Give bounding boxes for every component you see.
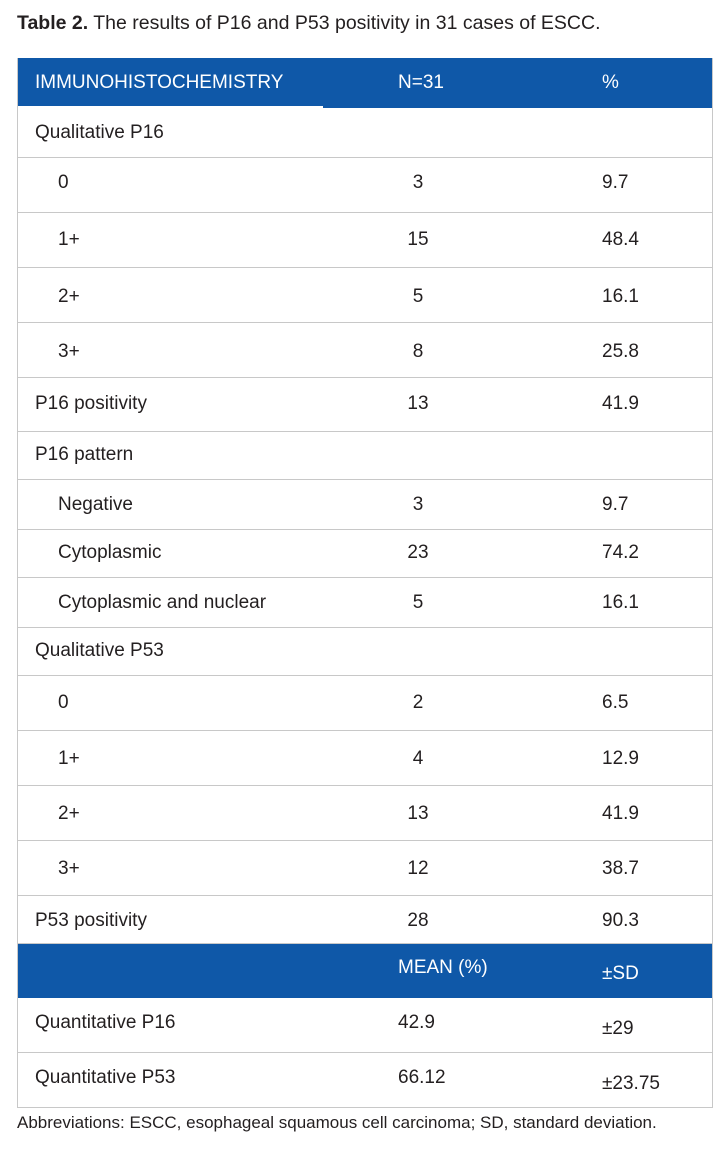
header-immunohistochemistry: IMMUNOHISTOCHEMISTRY bbox=[35, 72, 284, 93]
table-row bbox=[18, 480, 712, 530]
table-footnote: Abbreviations: ESCC, esophageal squamous cell carcinoma; SD, standard deviation. bbox=[17, 1113, 657, 1132]
table-row bbox=[18, 268, 712, 323]
row-percent-value: 9.7 bbox=[602, 172, 629, 193]
row-mean-value: 66.12 bbox=[398, 1067, 446, 1088]
table-row bbox=[18, 378, 712, 432]
table-row bbox=[18, 896, 712, 944]
table-caption bbox=[17, 12, 601, 35]
row-label: Quantitative P53 bbox=[35, 1067, 176, 1088]
row-label: 1+ bbox=[58, 229, 80, 250]
row-percent-value: 74.2 bbox=[602, 542, 639, 563]
row-n-value: 3 bbox=[412, 172, 424, 193]
row-n-value: 12 bbox=[407, 858, 429, 879]
table-row bbox=[18, 1053, 712, 1108]
row-label: Cytoplasmic bbox=[58, 542, 162, 563]
row-n-value: 5 bbox=[412, 286, 424, 307]
row-label: Quantitative P16 bbox=[35, 1012, 176, 1033]
row-label: Cytoplasmic and nuclear bbox=[58, 592, 267, 613]
row-percent-value: 41.9 bbox=[602, 803, 639, 824]
table-row bbox=[18, 213, 712, 268]
header-percent: % bbox=[602, 72, 619, 93]
row-n-value: 4 bbox=[412, 748, 424, 769]
row-percent-value: 48.4 bbox=[602, 229, 639, 250]
row-label: 2+ bbox=[58, 286, 80, 307]
header-n: N=31 bbox=[398, 72, 444, 93]
table-row bbox=[18, 108, 712, 158]
row-label: Qualitative P53 bbox=[35, 640, 164, 661]
row-label: 0 bbox=[58, 172, 69, 193]
row-percent-value: 41.9 bbox=[602, 393, 639, 414]
row-percent-value: 38.7 bbox=[602, 858, 639, 879]
row-label: 1+ bbox=[58, 748, 80, 769]
row-label: P16 pattern bbox=[35, 444, 134, 465]
row-n-value: 5 bbox=[412, 592, 424, 613]
row-label: 0 bbox=[58, 692, 69, 713]
row-n-value: 2 bbox=[412, 692, 424, 713]
row-percent-value: 12.9 bbox=[602, 748, 639, 769]
table-row bbox=[18, 432, 712, 480]
table-caption-text: The results of P16 and P53 positivity in 31 cases of ESCC. bbox=[93, 12, 601, 34]
table-row bbox=[18, 841, 712, 896]
results-table bbox=[17, 58, 713, 1108]
row-n-value: 23 bbox=[407, 542, 429, 563]
table-row bbox=[18, 578, 712, 628]
row-label: 3+ bbox=[58, 858, 80, 879]
table-row bbox=[18, 731, 712, 786]
table-caption-label: Table 2. bbox=[17, 12, 89, 34]
row-sd-value: ±29 bbox=[602, 1018, 634, 1039]
subheader-mean: MEAN (%) bbox=[398, 957, 488, 978]
table-row bbox=[18, 323, 712, 378]
row-sd-value: ±23.75 bbox=[602, 1073, 660, 1094]
table-subheader-row bbox=[18, 944, 712, 998]
table-row bbox=[18, 676, 712, 731]
row-n-value: 15 bbox=[407, 229, 429, 250]
row-label: 2+ bbox=[58, 803, 80, 824]
row-n-value: 3 bbox=[412, 494, 424, 515]
table-row bbox=[18, 998, 712, 1053]
row-label: P53 positivity bbox=[35, 910, 147, 931]
table-row bbox=[18, 530, 712, 578]
table-header-row bbox=[18, 58, 712, 108]
table-row bbox=[18, 786, 712, 841]
row-percent-value: 9.7 bbox=[602, 494, 629, 515]
row-n-value: 13 bbox=[407, 393, 429, 414]
row-n-value: 13 bbox=[407, 803, 429, 824]
row-percent-value: 90.3 bbox=[602, 910, 639, 931]
row-percent-value: 6.5 bbox=[602, 692, 629, 713]
row-percent-value: 16.1 bbox=[602, 592, 639, 613]
row-label: Negative bbox=[58, 494, 133, 515]
row-mean-value: 42.9 bbox=[398, 1012, 435, 1033]
row-label: 3+ bbox=[58, 341, 80, 362]
row-label: P16 positivity bbox=[35, 393, 147, 414]
subheader-sd: ±SD bbox=[602, 963, 639, 984]
table-row bbox=[18, 628, 712, 676]
row-label: Qualitative P16 bbox=[35, 122, 164, 143]
row-percent-value: 16.1 bbox=[602, 286, 639, 307]
row-n-value: 28 bbox=[407, 910, 429, 931]
row-n-value: 8 bbox=[412, 341, 424, 362]
row-percent-value: 25.8 bbox=[602, 341, 639, 362]
table-row bbox=[18, 158, 712, 213]
